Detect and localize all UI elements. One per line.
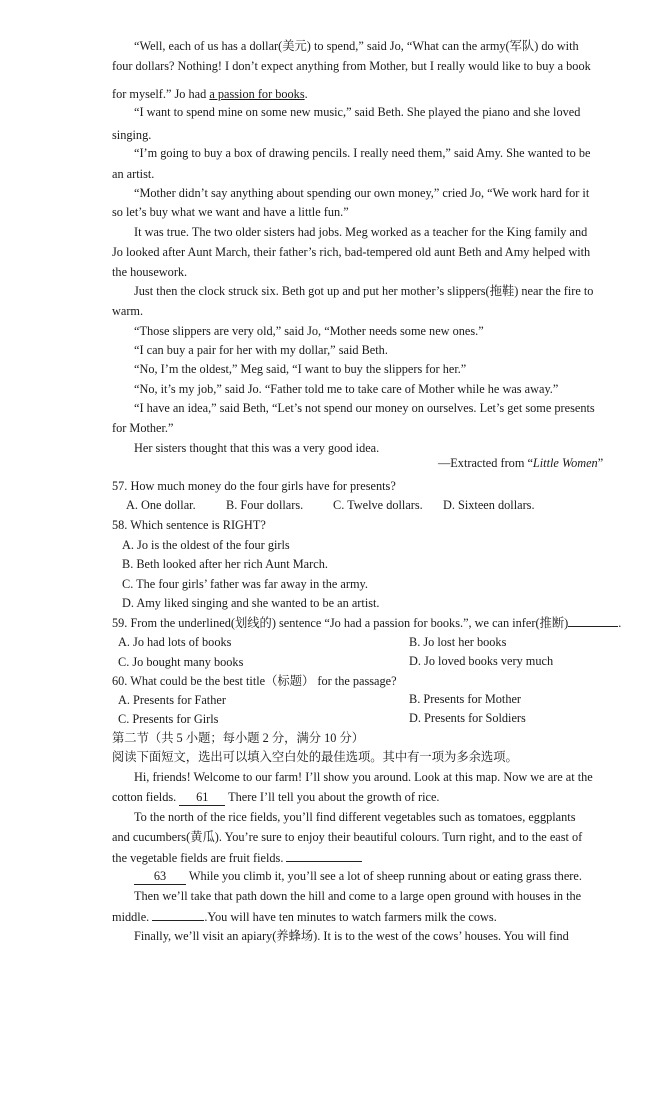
question-57-option[interactable]: B. Four dollars. bbox=[226, 498, 304, 512]
question-60-option[interactable]: B. Presents for Mother bbox=[409, 692, 522, 706]
blank-61: 61 bbox=[179, 789, 225, 806]
question-58-option[interactable]: A. Jo is the oldest of the four girls bbox=[122, 538, 290, 552]
question-60-option[interactable]: A. Presents for Father bbox=[118, 693, 226, 707]
passage-line: so let’s buy what we want and have a little fun.” bbox=[112, 205, 349, 219]
question-58-option[interactable]: D. Amy liked singing and she wanted to be an artist. bbox=[122, 596, 380, 610]
passage-line: warm. bbox=[112, 304, 144, 318]
question-57-option[interactable]: D. Sixteen dollars. bbox=[443, 498, 535, 512]
question-60-option[interactable]: C. Presents for Girls bbox=[118, 712, 219, 726]
passage-line: for myself.” Jo had a passion for books. bbox=[112, 87, 308, 101]
passage-line: “I can buy a pair for her with my dollar,” said Beth. bbox=[134, 343, 388, 357]
passage-line: “Mother didn’t say anything about spending our own money,” cried Jo, “We work hard for it bbox=[134, 186, 590, 200]
blank-62 bbox=[286, 849, 362, 862]
passage-line: for Mother.” bbox=[112, 421, 174, 435]
answer-blank bbox=[568, 614, 618, 627]
cloze-line: the vegetable fields are fruit fields. bbox=[112, 849, 362, 866]
blank-64 bbox=[152, 908, 204, 921]
passage-line: “I have an idea,” said Beth, “Let’s not spend our money on ourselves. Let’s get some presents bbox=[134, 401, 595, 415]
passage-line: “No, I’m the oldest,” Meg said, “I want to buy the slippers for her.” bbox=[134, 362, 467, 376]
passage-line: “Those slippers are very old,” said Jo, “Mother needs some new ones.” bbox=[134, 324, 484, 338]
question-58-option[interactable]: B. Beth looked after her rich Aunt March. bbox=[122, 557, 328, 571]
passage-line: the housework. bbox=[112, 265, 188, 279]
cloze-line: Finally, we’ll visit an apiary(养蜂场). It is to the west of the cows’ houses. You will find bbox=[134, 929, 569, 943]
passage-line: “I’m going to buy a box of drawing pencils. I really need them,” said Amy. She wanted to be bbox=[134, 146, 591, 160]
question-58-stem: 58. Which sentence is RIGHT? bbox=[112, 518, 266, 532]
passage-line: an artist. bbox=[112, 167, 155, 181]
source-attribution: —Extracted from “Little Women” bbox=[438, 456, 604, 470]
cloze-line: and cucumbers(黄瓜). You’re sure to enjoy their beautiful colours. Turn right, and to the east of bbox=[112, 830, 583, 844]
passage-line: Jo looked after Aunt March, their father’s rich, bad-tempered old aunt Beth and Amy helped with bbox=[112, 245, 591, 259]
passage-line: It was true. The two older sisters had jobs. Meg worked as a teacher for the King family and bbox=[134, 225, 588, 239]
passage-line: singing. bbox=[112, 128, 152, 142]
question-59-option[interactable]: A. Jo had lots of books bbox=[118, 635, 232, 649]
cloze-line: Hi, friends! Welcome to our farm! I’ll show you around. Look at this map. Now we are at the bbox=[134, 770, 593, 784]
question-57-option[interactable]: C. Twelve dollars. bbox=[333, 498, 423, 512]
question-60-option[interactable]: D. Presents for Soldiers bbox=[409, 711, 526, 725]
passage-line: Just then the clock struck six. Beth got up and put her mother’s slippers(拖鞋) near the fire to bbox=[134, 284, 594, 298]
question-58-option[interactable]: C. The four girls’ father was far away in the army. bbox=[122, 577, 368, 591]
question-60-stem: 60. What could be the best title（标题） for the passage? bbox=[112, 674, 397, 688]
question-59-option[interactable]: B. Jo lost her books bbox=[409, 635, 507, 649]
cloze-line: cotton fields. 61 There I’ll tell you about the growth of rice. bbox=[112, 790, 440, 804]
passage-line: “I want to spend mine on some new music,” said Beth. She played the piano and she loved bbox=[134, 105, 581, 119]
cloze-line: To the north of the rice fields, you’ll find different vegetables such as tomatoes, eggplants bbox=[134, 810, 576, 824]
question-57-stem: 57. How much money do the four girls have for presents? bbox=[112, 479, 396, 493]
passage-line: “Well, each of us has a dollar(美元) to spend,” said Jo, “What can the army(军队) do with bbox=[134, 39, 579, 53]
question-59-stem: 59. From the underlined(划线的) sentence “Jo had a passion for books.”, we can infer(推断) . bbox=[112, 616, 622, 630]
cloze-line: Then we’ll take that path down the hill and come to a large open ground with houses in the bbox=[134, 889, 582, 903]
section-instruction: 阅读下面短文，选出可以填入空白处的最佳选项。其中有一项为多余选项。 bbox=[112, 750, 518, 764]
cloze-line: middle. .You will have ten minutes to watch farmers milk the cows. bbox=[112, 910, 497, 924]
question-57-option[interactable]: A. One dollar. bbox=[126, 498, 196, 512]
underlined-sentence: a passion for books bbox=[209, 87, 305, 101]
passage-line: “No, it’s my job,” said Jo. “Father told me to take care of Mother while he was away.” bbox=[134, 382, 559, 396]
blank-63: 63 bbox=[134, 868, 186, 885]
question-59-option[interactable]: D. Jo loved books very much bbox=[409, 654, 554, 668]
question-59-option[interactable]: C. Jo bought many books bbox=[118, 655, 244, 669]
cloze-line: 63 While you climb it, you’ll see a lot of sheep running about or eating grass there. bbox=[134, 868, 582, 885]
passage-line: Her sisters thought that this was a very good idea. bbox=[134, 441, 380, 455]
passage-line: four dollars? Nothing! I don’t expect anything from Mother, but I really would like to buy a book bbox=[112, 59, 591, 73]
section-heading: 第二节（共 5 小题；每小题 2 分，满分 10 分） bbox=[112, 731, 365, 745]
